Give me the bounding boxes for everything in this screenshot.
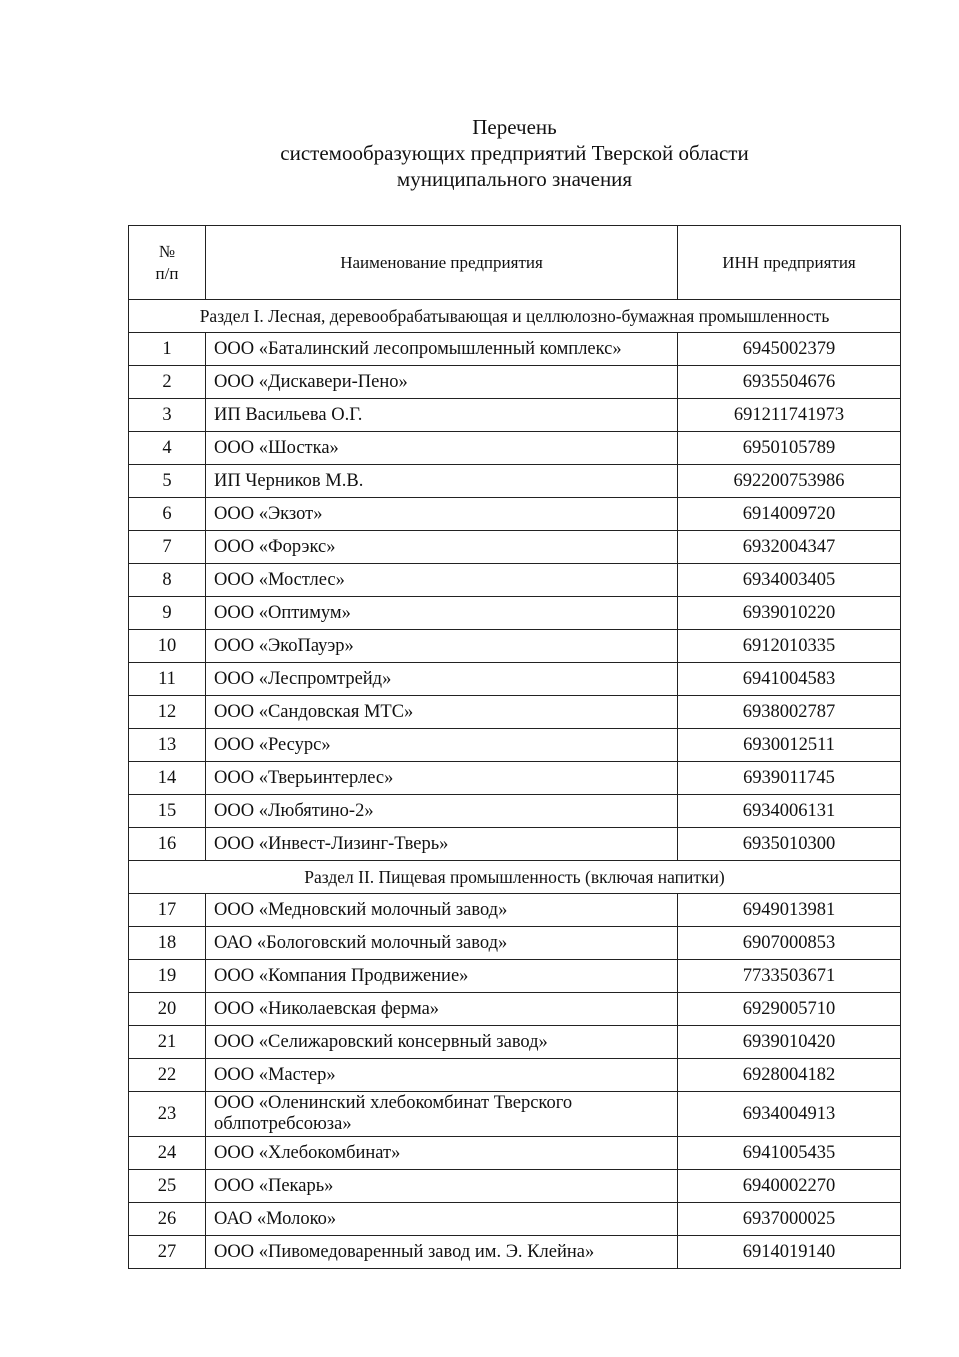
row-enterprise-name: ООО «Ресурс» xyxy=(206,729,678,762)
title-line-3: муниципального значения xyxy=(396,167,633,191)
row-number: 18 xyxy=(129,927,206,960)
row-enterprise-name: ООО «Любятино-2» xyxy=(206,795,678,828)
row-inn: 6935504676 xyxy=(678,366,901,399)
table-row xyxy=(129,894,901,927)
row-number: 8 xyxy=(129,564,206,597)
section-row xyxy=(129,300,901,333)
table-row xyxy=(129,498,901,531)
row-number: 26 xyxy=(129,1203,206,1236)
table-row xyxy=(129,1092,901,1137)
row-inn: 6934003405 xyxy=(678,564,901,597)
row-inn: 6939010420 xyxy=(678,1026,901,1059)
row-number: 21 xyxy=(129,1026,206,1059)
table-header-row xyxy=(129,226,901,300)
row-number: 5 xyxy=(129,465,206,498)
row-inn: 6939010220 xyxy=(678,597,901,630)
row-inn: 6937000025 xyxy=(678,1203,901,1236)
table-row xyxy=(129,993,901,1026)
row-number: 23 xyxy=(129,1092,206,1137)
row-number: 6 xyxy=(129,498,206,531)
row-number: 15 xyxy=(129,795,206,828)
row-inn: 6929005710 xyxy=(678,993,901,1026)
row-inn: 6928004182 xyxy=(678,1059,901,1092)
row-enterprise-name: ООО «Мостлес» xyxy=(206,564,678,597)
row-number: 19 xyxy=(129,960,206,993)
table-row xyxy=(129,663,901,696)
table-row xyxy=(129,729,901,762)
section-row xyxy=(129,861,901,894)
header-number xyxy=(129,226,206,300)
table-row xyxy=(129,1170,901,1203)
table-row xyxy=(129,795,901,828)
row-number: 9 xyxy=(129,597,206,630)
row-enterprise-name: ООО «Оленинский хлебокомбинат Тверского облпотребсоюза» xyxy=(206,1092,678,1137)
row-enterprise-name: ООО «Компания Продвижение» xyxy=(206,960,678,993)
row-inn: 6949013981 xyxy=(678,894,901,927)
row-enterprise-name: ООО «Леспромтрейд» xyxy=(206,663,678,696)
row-enterprise-name: ООО «Баталинский лесопромышленный комплекс» xyxy=(206,333,678,366)
row-number: 3 xyxy=(129,399,206,432)
row-number: 12 xyxy=(129,696,206,729)
row-enterprise-name: ИП Васильева О.Г. xyxy=(206,399,678,432)
table-row xyxy=(129,564,901,597)
row-number: 13 xyxy=(129,729,206,762)
document-title xyxy=(0,114,959,192)
row-number: 22 xyxy=(129,1059,206,1092)
table-row xyxy=(129,960,901,993)
row-number: 16 xyxy=(129,828,206,861)
table-row xyxy=(129,465,901,498)
row-inn: 6912010335 xyxy=(678,630,901,663)
row-number: 1 xyxy=(129,333,206,366)
row-inn: 6935010300 xyxy=(678,828,901,861)
table-row xyxy=(129,1137,901,1170)
row-enterprise-name: ООО «Оптимум» xyxy=(206,597,678,630)
table-row xyxy=(129,597,901,630)
table-row xyxy=(129,762,901,795)
row-inn: 6945002379 xyxy=(678,333,901,366)
row-number: 20 xyxy=(129,993,206,1026)
section-title: Раздел II. Пищевая промышленность (включая напитки) xyxy=(129,861,901,894)
row-enterprise-name: ООО «Форэкс» xyxy=(206,531,678,564)
row-enterprise-name: ООО «Медновский молочный завод» xyxy=(206,894,678,927)
row-number: 10 xyxy=(129,630,206,663)
header-number-symbol: № xyxy=(158,241,176,261)
row-enterprise-name: ООО «Экзот» xyxy=(206,498,678,531)
row-enterprise-name: ООО «Сандовская МТС» xyxy=(206,696,678,729)
table-row xyxy=(129,1059,901,1092)
row-number: 11 xyxy=(129,663,206,696)
row-enterprise-name: ООО «Мастер» xyxy=(206,1059,678,1092)
title-line-1: Перечень xyxy=(472,115,557,139)
row-number: 24 xyxy=(129,1137,206,1170)
row-enterprise-name: ООО «Дискавери-Пено» xyxy=(206,366,678,399)
row-number: 2 xyxy=(129,366,206,399)
row-number: 17 xyxy=(129,894,206,927)
table-row xyxy=(129,1236,901,1269)
row-inn: 6914019140 xyxy=(678,1236,901,1269)
row-enterprise-name: ООО «Пекарь» xyxy=(206,1170,678,1203)
header-name: Наименование предприятия xyxy=(206,226,678,300)
header-inn: ИНН предприятия xyxy=(678,226,901,300)
row-inn: 6934006131 xyxy=(678,795,901,828)
row-inn: 6938002787 xyxy=(678,696,901,729)
row-enterprise-name: ООО «Хлебокомбинат» xyxy=(206,1137,678,1170)
row-inn: 692200753986 xyxy=(678,465,901,498)
title-line-2: системообразующих предприятий Тверской области xyxy=(280,141,749,165)
enterprises-table xyxy=(128,225,901,1269)
row-enterprise-name: ООО «Николаевская ферма» xyxy=(206,993,678,1026)
row-enterprise-name: ИП Черников М.В. xyxy=(206,465,678,498)
row-inn: 6907000853 xyxy=(678,927,901,960)
row-number: 27 xyxy=(129,1236,206,1269)
row-inn: 691211741973 xyxy=(678,399,901,432)
table-row xyxy=(129,828,901,861)
row-inn: 6950105789 xyxy=(678,432,901,465)
row-enterprise-name: ОАО «Молоко» xyxy=(206,1203,678,1236)
table-row xyxy=(129,630,901,663)
table-row xyxy=(129,1203,901,1236)
row-number: 25 xyxy=(129,1170,206,1203)
row-enterprise-name: ООО «ЭкоПауэр» xyxy=(206,630,678,663)
table-row xyxy=(129,696,901,729)
table-row xyxy=(129,1026,901,1059)
row-number: 14 xyxy=(129,762,206,795)
row-inn: 6914009720 xyxy=(678,498,901,531)
row-enterprise-name: ООО «Инвест-Лизинг-Тверь» xyxy=(206,828,678,861)
table-row xyxy=(129,366,901,399)
row-enterprise-name: ООО «Тверьинтерлес» xyxy=(206,762,678,795)
row-enterprise-name: ОАО «Бологовский молочный завод» xyxy=(206,927,678,960)
row-enterprise-name: ООО «Шостка» xyxy=(206,432,678,465)
row-inn: 6940002270 xyxy=(678,1170,901,1203)
row-number: 7 xyxy=(129,531,206,564)
row-inn: 7733503671 xyxy=(678,960,901,993)
row-inn: 6932004347 xyxy=(678,531,901,564)
row-inn: 6941004583 xyxy=(678,663,901,696)
row-inn: 6934004913 xyxy=(678,1092,901,1137)
row-enterprise-name: ООО «Селижаровский консервный завод» xyxy=(206,1026,678,1059)
table-row xyxy=(129,531,901,564)
table-row xyxy=(129,399,901,432)
row-inn: 6930012511 xyxy=(678,729,901,762)
row-number: 4 xyxy=(129,432,206,465)
header-number-abbr: п/п xyxy=(155,263,179,283)
table-row xyxy=(129,333,901,366)
section-title: Раздел I. Лесная, деревообрабатывающая и целлюлозно-бумажная промышленность xyxy=(129,300,901,333)
table-row xyxy=(129,432,901,465)
row-enterprise-name: ООО «Пивомедоваренный завод им. Э. Клейна» xyxy=(206,1236,678,1269)
row-inn: 6941005435 xyxy=(678,1137,901,1170)
table-row xyxy=(129,927,901,960)
row-inn: 6939011745 xyxy=(678,762,901,795)
